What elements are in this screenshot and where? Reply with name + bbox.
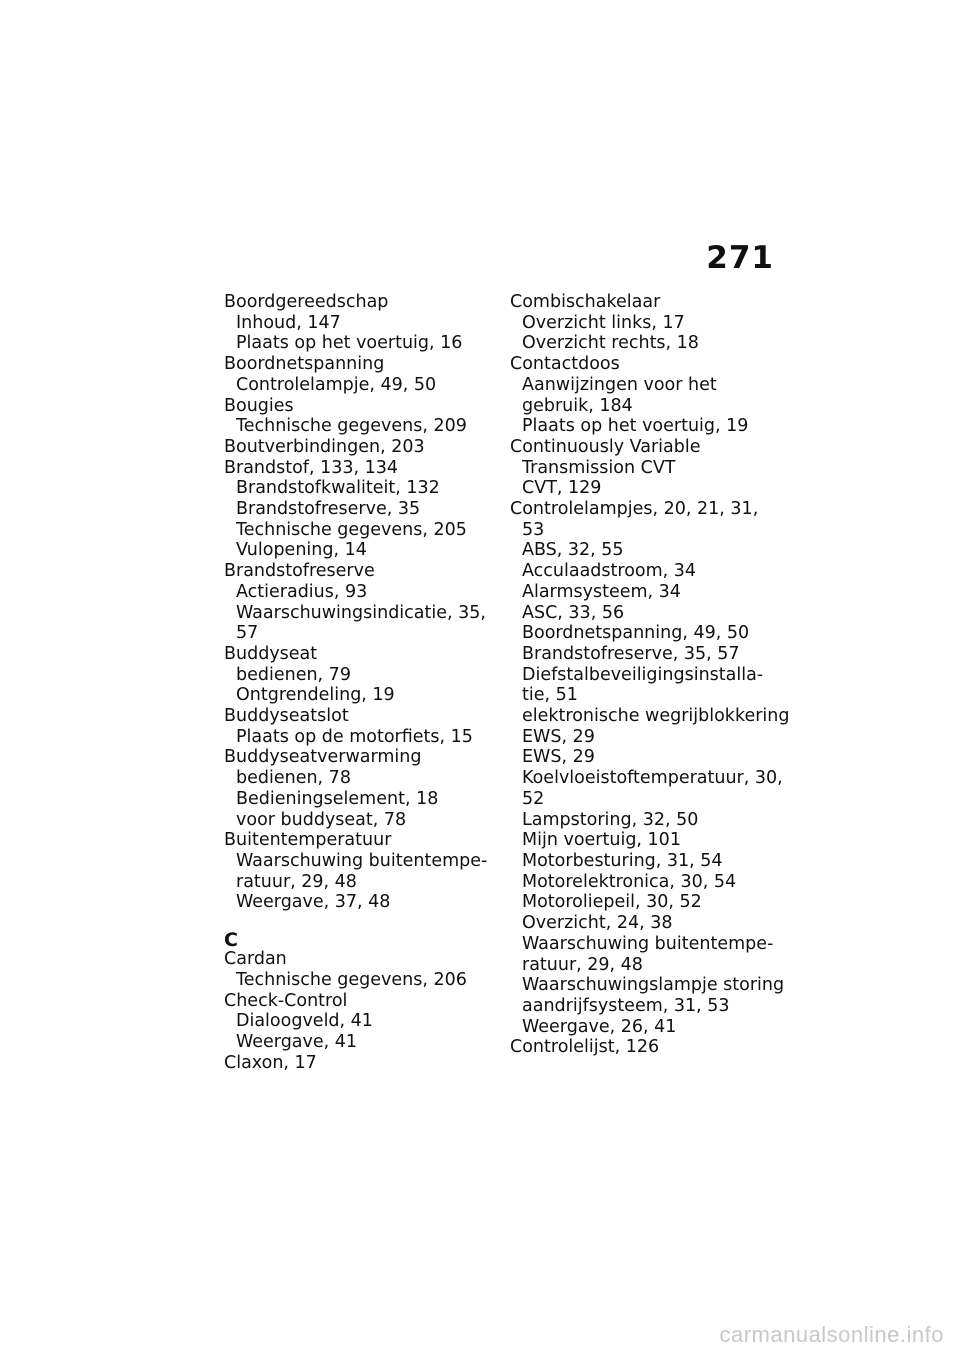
index-subentry: Technische gegevens, 206 <box>236 969 467 990</box>
index-subentry: Diefstalbeveiligingsinstalla- <box>522 664 764 685</box>
index-column-right <box>510 292 800 1058</box>
index-subentry: Ontgrendeling, 19 <box>236 685 395 706</box>
index-subentry: Plaats op het voertuig, 19 <box>522 416 749 437</box>
index-subentry: Vulopening, 14 <box>236 540 367 561</box>
index-column-left <box>224 292 494 1073</box>
index-subentry: Weergave, 26, 41 <box>522 1016 677 1037</box>
page-number: 271 <box>706 240 774 276</box>
index-subentry: Brandstofkwaliteit, 132 <box>236 478 440 499</box>
index-subentry: aandrijfsysteem, 31, 53 <box>522 995 730 1016</box>
index-subentry: Waarschuwing buitentempe- <box>236 850 488 871</box>
index-subentry: Dialoogveld, 41 <box>236 1011 373 1032</box>
index-subentry: Overzicht, 24, 38 <box>522 913 673 934</box>
index-subentry: bedienen, 79 <box>236 664 351 685</box>
index-subentry: Plaats op het voertuig, 16 <box>236 333 463 354</box>
index-subentry: EWS, 29 <box>522 726 595 747</box>
index-entry: Controlelijst, 126 <box>510 1037 660 1058</box>
index-subentry: ABS, 32, 55 <box>522 540 624 561</box>
index-entry: Brandstof, 133, 134 <box>224 457 399 478</box>
index-subentry: Boordnetspanning, 49, 50 <box>522 623 750 644</box>
index-subentry: Motorelektronica, 30, 54 <box>522 871 737 892</box>
index-subentry: bedienen, 78 <box>236 768 351 789</box>
index-entry: Buddyseatverwarming <box>224 747 422 768</box>
index-entry: Combischakelaar <box>510 292 661 312</box>
index-subentry: Mijn voertuig, 101 <box>522 830 681 851</box>
index-subentry: elektronische wegrijblokkering <box>522 706 790 727</box>
index-subentry: voor buddyseat, 78 <box>236 809 407 830</box>
index-subentry: Plaats op de motorfiets, 15 <box>236 726 473 747</box>
index-subentry: Inhoud, 147 <box>236 312 341 333</box>
index-entry: Check-Control <box>224 990 348 1011</box>
index-subentry: Motoroliepeil, 30, 52 <box>522 892 702 913</box>
index-entry: Bougies <box>224 395 294 416</box>
index-subentry: Motorbesturing, 31, 54 <box>522 850 723 871</box>
index-subentry: Waarschuwingsindicatie, 35, <box>236 602 486 623</box>
index-entry: Boordgereedschap <box>224 292 389 312</box>
index-entry: Buddyseat <box>224 643 318 664</box>
index-subentry: Technische gegevens, 205 <box>236 519 467 540</box>
index-subentry: ratuur, 29, 48 <box>236 871 357 892</box>
index-entry: Brandstofreserve <box>224 561 375 582</box>
index-subentry: Weergave, 37, 48 <box>236 892 391 913</box>
index-letter-heading: C <box>224 929 238 952</box>
index-subentry: Acculaadstroom, 34 <box>522 561 697 582</box>
index-subentry: Koelvloeistoftemperatuur, 30, <box>522 768 783 789</box>
index-entry: Buddyseatslot <box>224 706 349 727</box>
index-subentry: Bedieningselement, 18 <box>236 788 439 809</box>
index-subentry: Overzicht rechts, 18 <box>522 333 699 354</box>
index-subentry: 53 <box>522 519 545 540</box>
index-entry: Boordnetspanning <box>224 354 385 375</box>
index-subentry: 57 <box>236 623 259 644</box>
index-entry: Claxon, 17 <box>224 1052 317 1073</box>
index-subentry: Overzicht links, 17 <box>522 312 685 333</box>
index-subentry: Transmission CVT <box>522 457 676 478</box>
index-subentry: ASC, 33, 56 <box>522 602 625 623</box>
index-subentry: Weergave, 41 <box>236 1031 358 1052</box>
watermark-footer: carmanualsonline.info <box>719 1322 944 1347</box>
index-subentry: EWS, 29 <box>522 747 595 768</box>
index-subentry: tie, 51 <box>522 685 578 706</box>
index-entry: Buitentemperatuur <box>224 830 392 851</box>
index-subentry: Aanwijzingen voor het <box>522 374 717 395</box>
index-subentry: Alarmsysteem, 34 <box>522 581 681 602</box>
index-subentry: Controlelampje, 49, 50 <box>236 374 437 395</box>
index-subentry: Brandstofreserve, 35 <box>236 499 421 520</box>
index-subentry: Waarschuwingslampje storing <box>522 975 785 996</box>
index-subentry: 52 <box>522 788 545 809</box>
index-subentry: Technische gegevens, 209 <box>236 416 467 437</box>
index-subentry: Lampstoring, 32, 50 <box>522 809 699 830</box>
index-entry: Contactdoos <box>510 354 620 375</box>
index-entry: Controlelampjes, 20, 21, 31, <box>510 499 759 520</box>
index-subentry: Actieradius, 93 <box>236 581 368 602</box>
index-entry: Boutverbindingen, 203 <box>224 436 425 457</box>
index-entry: Continuously Variable <box>510 436 701 457</box>
index-subentry: Waarschuwing buitentempe- <box>522 933 774 954</box>
index-subentry: gebruik, 184 <box>522 395 633 416</box>
index-subentry: CVT, 129 <box>522 478 602 499</box>
index-subentry: ratuur, 29, 48 <box>522 954 643 975</box>
index-subentry: Brandstofreserve, 35, 57 <box>522 643 740 664</box>
index-entry: Cardan <box>224 949 287 970</box>
